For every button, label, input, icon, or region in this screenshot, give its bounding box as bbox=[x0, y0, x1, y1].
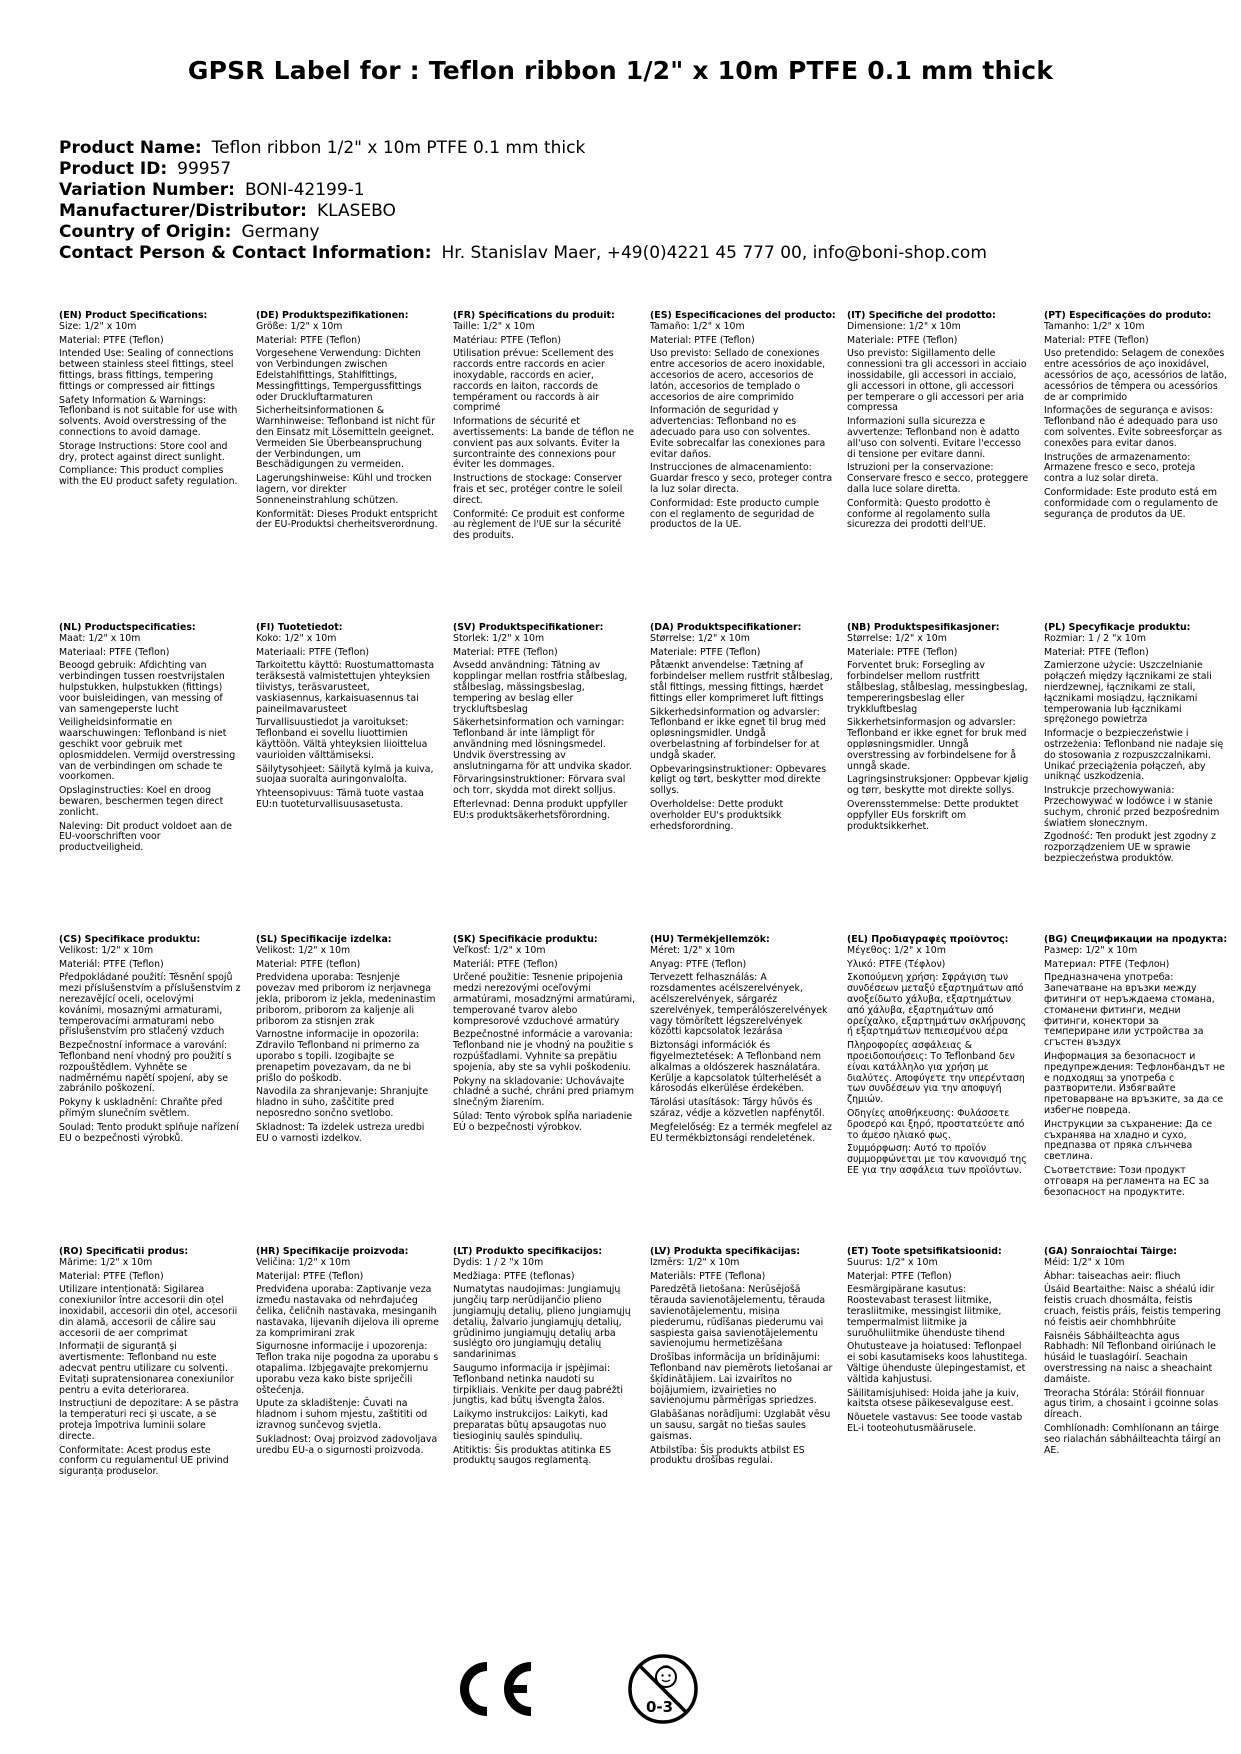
info-row bbox=[59, 222, 1199, 243]
spec-compliance: Συμμόρφωση: Αυτό το προϊόν συμμορφώνεται με τον κανονισμό της ΕΕ για την ασφάλεια των προϊόντων. bbox=[847, 1143, 1027, 1176]
spec-use: Tarkoitettu käyttö: Ruostumattomasta teräksestä valmistettujen yhteyksien tiivistys, teräsvarusteet, vaskiasennus, karkaisuasennus tai paineilmavarusteet bbox=[256, 660, 435, 715]
spec-size: Größe: 1/2" x 10m bbox=[256, 320, 343, 332]
spec-material: Anyag: PTFE (Teflon) bbox=[650, 958, 747, 970]
spec-material: Material: PTFE (Teflon) bbox=[453, 646, 558, 658]
spec-compliance: Overholdelse: Dette produkt overholder EU's produktsikk erhedsforordning. bbox=[650, 798, 784, 832]
spec-storage: Opbevaringsinstruktioner: Opbevares køligt og tørt, beskytter mod direkte sollys. bbox=[650, 763, 827, 797]
spec-storage: Upute za skladištenje: Čuvati na hladnom i suhom mjestu, zaštititi od izravnog sunčevog svjetla. bbox=[256, 1398, 428, 1431]
spec-safety: Informações de segurança e avisos: Teflonband não é adequado para uso com solventes. Evite sobreesforçar as conexões para evitar danos. bbox=[1044, 405, 1222, 449]
info-label: Manufacturer/Distributor: bbox=[59, 201, 307, 221]
info-label: Product ID: bbox=[59, 159, 168, 179]
spec-safety: Veiligheidsinformatie en waarschuwingen: Teflonband is niet geschikt voor gebruik met oplosmiddelen. Vermijd overstressing van de verbindingen om schade te voorkomen. bbox=[59, 717, 236, 783]
language-block bbox=[1044, 623, 1241, 935]
spec-use: Zamierzone użycie: Uszczelnianie połączeń między łącznikami ze stali nierdzewnej, łącznikami ze stali, łącznikami mosiądzu, łącznikami temperowania lub łącznikami sprężonego powietrza bbox=[1044, 660, 1212, 726]
spec-use: Uso pretendido: Selagem de conexões entre acessórios de aço inoxidável, acessórios de aço, acessórios de latão, acessórios de têmpera ou acessórios de ar comprimido bbox=[1044, 348, 1227, 403]
spec-safety: Bezpečnostné informácie a varovania: Teflonband nie je vhodný na použitie s rozpúšťadlami. Vyhnite sa prepätiu spojenia, aby ste sa vyhli poškodeniu. bbox=[453, 1029, 634, 1073]
spec-safety: Biztonsági információk és figyelmeztetések: A Teflonband nem alkalmas a oldószerek használatára. Kerülje a kapcsolatok túlterhelését a károsodás elkerülése érdekében. bbox=[650, 1040, 822, 1095]
spec-size: Μέγεθος: 1/2" x 10m bbox=[847, 944, 946, 956]
product-info bbox=[59, 138, 1199, 264]
spec-use: Uso previsto: Sigillamento delle connessioni tra gli accessori in acciaio inossidabile, gli accessori in acciaio, gli accessori in ottone, gli accessori per temperare o gli accessori per aria compressa bbox=[847, 348, 1027, 414]
spec-size: Tamanho: 1/2" x 10m bbox=[1044, 320, 1145, 332]
spec-size: Velikost: 1/2" x 10m bbox=[59, 944, 154, 956]
spec-storage: Säilitamisjuhised: Hoida jahe ja kuiv, kaitsta otsese päikesevalguse eest. bbox=[847, 1387, 1020, 1410]
language-heading: (IT) Specifiche del prodotto: bbox=[847, 311, 996, 321]
ce-mark-icon bbox=[453, 1658, 535, 1720]
spec-safety: Varnostne informacije in opozorila: Zdravilo Teflonband ni primerno za uporabo s topili. Izogibajte se prenapetim povezavam, da ne bi prišlo do poškodb. bbox=[256, 1029, 420, 1084]
spec-safety: Drošības informācija un brīdinājumi: Teflonband nav piemērots lietošanai ar šķīdinātājiem. Lai izvairītos no bojājumiem, izvairieties no savienojumu pārmērīgas spriedzes. bbox=[650, 1352, 833, 1407]
spec-safety: Faisnéis Sábháilteachta agus Rabhadh: Níl Teflonband oiriúnach le húsáid le tuaslagóirí. Seachain overstressing na naisc a sheachaint damáiste. bbox=[1044, 1330, 1216, 1385]
spec-material: Materiál: PTFE (Teflon) bbox=[453, 958, 558, 970]
spec-use: Utilizare intenționată: Sigilarea conexiunilor între accesorii din oțel inoxidabil, accesorii din oțel, accesorii din alamă, accesorii de călire sau accesorii de aer comprimat bbox=[59, 1284, 238, 1339]
language-block bbox=[650, 1247, 847, 1559]
language-heading: (PL) Specyfikacje produktu: bbox=[1044, 623, 1191, 633]
language-block bbox=[1044, 311, 1241, 623]
language-block bbox=[847, 1247, 1044, 1559]
language-heading: (EN) Product Specifications: bbox=[59, 311, 208, 321]
spec-storage: Säilytysohjeet: Säilytä kylmä ja kuiva, suojaa suoralta auringonvalolta. bbox=[256, 763, 434, 786]
certification-icons bbox=[0, 1658, 1241, 1728]
language-heading: (NL) Productspecificaties: bbox=[59, 623, 196, 633]
spec-material: Materjal: PTFE (Teflon) bbox=[847, 1270, 952, 1282]
spec-size: Dimensione: 1/2" x 10m bbox=[847, 320, 961, 332]
spec-safety: Informații de siguranță și avertismente: Teflonband nu este adecvat pentru utilizare cu solvenți. Evitați supratensionarea conexiunilor pentru a evita deteriorarea. bbox=[59, 1341, 234, 1396]
info-value: 99957 bbox=[177, 159, 232, 179]
language-block bbox=[453, 1247, 650, 1559]
language-block bbox=[453, 623, 650, 935]
spec-size: Veľkosť: 1/2" x 10m bbox=[453, 944, 546, 956]
spec-storage: Treoracha Stórála: Stóráil fionnuar agus tirim, a chosaint i gcoinne solas díreach. bbox=[1044, 1387, 1219, 1421]
spec-compliance: Megfelelőség: Ez a termék megfelel az EU termékbiztonsági rendeletének. bbox=[650, 1121, 832, 1144]
spec-material: Material: PTFE (Teflon) bbox=[59, 1270, 164, 1282]
spec-material: Material: PTFE (Teflon) bbox=[1044, 334, 1149, 346]
spec-size: Размер: 1/2" x 10m bbox=[1044, 944, 1138, 956]
spec-compliance: Conformitate: Acest produs este conform cu regulamentul UE privind siguranța produselor. bbox=[59, 1444, 229, 1478]
language-block bbox=[256, 1247, 453, 1559]
spec-material: Materiál: PTFE (Teflon) bbox=[59, 958, 164, 970]
spec-use: Beoogd gebruik: Afdichting van verbindingen tussen roestvrijstalen hulpstukken, hulpstukken (fittings) voor buisleidingen, van messing of van samengeperste lucht bbox=[59, 660, 225, 715]
spec-size: Dydis: 1 / 2 "x 10m bbox=[453, 1256, 544, 1268]
spec-storage: Opslaginstructies: Koel en droog bewaren, beschermen tegen direct zonlicht. bbox=[59, 785, 224, 818]
info-label: Product Name: bbox=[59, 138, 202, 158]
age-label: 0-3 bbox=[646, 1698, 674, 1716]
language-block bbox=[1044, 935, 1241, 1247]
spec-compliance: Naleving: Dit product voldoet aan de EU-voorschriften voor productveiligheid. bbox=[59, 820, 232, 854]
spec-storage: Navodila za shranjevanje: Shranjujte hladno in suho, zaščitite pred neposredno sončno svetlobo. bbox=[256, 1086, 429, 1119]
language-block bbox=[59, 1247, 256, 1559]
spec-size: Tamaño: 1/2" x 10m bbox=[650, 320, 745, 332]
spec-use: Numatytas naudojimas: Jungiamųjų jungčių tarp nerūdijančio plieno jungiamųjų detalių, plieno jungiamųjų detalių, žalvario jungiamųjų detalių, grūdinimo jungiamųjų detalių arba suslėgto oro jungiamųjų detalių sandarinimas bbox=[453, 1284, 631, 1361]
spec-size: Storlek: 1/2" x 10m bbox=[453, 632, 545, 644]
spec-safety: Πληροφορίες ασφάλειας & προειδοποιήσεις: Το Teflonband δεν είναι κατάλληλο για χρήση με διαλύτες. Αποφύγετε την υπερένταση των συνδέσεων για την αποφυγή ζημιών. bbox=[847, 1040, 1025, 1106]
language-block bbox=[847, 623, 1044, 935]
language-heading: (SK) Špecifikácie produktu: bbox=[453, 935, 598, 945]
spec-material: Material: PTFE (Teflon) bbox=[59, 334, 164, 346]
spec-storage: Οδηγίες αποθήκευσης: Φυλάσσετε δροσερό και ξηρό, προστατεύετε από το άμεσο ηλιακό φως. bbox=[847, 1107, 1025, 1141]
language-heading: (LV) Produkta specifikācijas: bbox=[650, 1247, 800, 1257]
spec-size: Suurus: 1/2" x 10m bbox=[847, 1256, 938, 1268]
language-block bbox=[59, 623, 256, 935]
spec-storage: Förvaringsinstruktioner: Förvara sval och torr, skydda mot direkt solljus. bbox=[453, 774, 626, 797]
spec-material: Material: PTFE (teflon) bbox=[256, 958, 361, 970]
language-heading: (HU) Termékjellemzők: bbox=[650, 935, 770, 945]
spec-compliance: Съответствие: Този продукт отговаря на регламента на ЕС за безопасност на продуктите. bbox=[1044, 1164, 1210, 1198]
spec-compliance: Atitiktis: Šis produktas atitinka ES produktų saugos reglamentą. bbox=[453, 1444, 612, 1467]
spec-safety: Sikkerhetsinformasjon og advarsler: Teflonband er ikke egnet for bruk med oppløsningsmidler. Unngå overstressing av forbindelsene for å unngå skade. bbox=[847, 717, 1027, 772]
spec-compliance: Skladnost: Ta izdelek ustreza uredbi EU o varnosti izdelkov. bbox=[256, 1121, 425, 1144]
spec-compliance: Zgodność: Ten produkt jest zgodny z rozporządzeniem UE w sprawie bezpieczeństwa produktów. bbox=[1044, 831, 1216, 864]
spec-material: Materiaal: PTFE (Teflon) bbox=[59, 646, 170, 658]
spec-size: Maat: 1/2" x 10m bbox=[59, 632, 141, 644]
spec-storage: Glabāšanas norādījumi: Uzglabāt vēsu un sausu, sargāt no tiešas saules gaismas. bbox=[650, 1409, 831, 1442]
spec-use: Předpokládané použití: Těsnění spojů mezi příslušenstvím a příslušenstvím z nerezavějící oceli, ocelovými kováními, mosaznými armaturami, temperovacími armaturami nebo příslušenstvím pro stlačený vzduch bbox=[59, 972, 241, 1038]
spec-safety: Ohutusteave ja hoiatused: Teflonpael ei sobi kasutamiseks koos lahustitega. Vältige ühenduste ülepingestamist, et vältida kahjustusi. bbox=[847, 1341, 1028, 1385]
language-block bbox=[847, 935, 1044, 1247]
spec-size: Mărime: 1/2" x 10m bbox=[59, 1256, 153, 1268]
spec-use: Forventet bruk: Forsegling av forbindelser mellom rustfritt stålbeslag, stålbeslag, messingbeslag, tempereringsbeslag eller trykkluftbeslag bbox=[847, 660, 1028, 715]
spec-compliance: Atbilstība: Šis produkts atbilst ES produktu drošības regulai. bbox=[650, 1444, 805, 1467]
spec-storage: Laikymo instrukcijos: Laikyti, kad preparatas būtų apsaugotas nuo tiesioginių saulės spindulių. bbox=[453, 1409, 608, 1442]
spec-use: Vorgesehene Verwendung: Dichten von Verbindungen zwischen Edelstahlfittings, Stahlfittings, Messingfittings, Tempergussfittings oder Druckluftarmaturen bbox=[256, 348, 422, 403]
spec-storage: Storage Instructions: Store cool and dry, protect against direct sunlight. bbox=[59, 440, 228, 463]
spec-material: Materiāls: PTFE (Teflona) bbox=[650, 1270, 766, 1282]
spec-material: Υλικό: PTFE (Τέφλον) bbox=[847, 958, 946, 970]
spec-safety: Sigurnosne informacije i upozorenja: Teflon traka nije pogodna za uporabu s otapalima. Izbjegavajte prekomjernu uporabu veza kako biste spriječili oštećenja. bbox=[256, 1341, 439, 1396]
spec-storage: Инструкции за съхранение: Да се съхранява на хладно и сухо, предпазва от пряка слънчева светлина. bbox=[1044, 1118, 1213, 1163]
language-heading: (PT) Especificações do produto: bbox=[1044, 311, 1212, 321]
spec-size: Taille: 1/2" x 10m bbox=[453, 320, 535, 332]
language-heading: (RO) Specificatii produs: bbox=[59, 1247, 189, 1257]
spec-material: Material: PTFE (Teflon) bbox=[650, 334, 755, 346]
spec-safety: Turvallisuustiedot ja varoitukset: Teflonband ei sovellu liuottimien käyttöön. Vältä yhteyksien liioittelua vaurioiden välttämiseksi. bbox=[256, 717, 428, 761]
language-heading: (GA) Sonraíochtaí Táirge: bbox=[1044, 1247, 1177, 1257]
spec-material: Materiale: PTFE (Teflon) bbox=[847, 334, 958, 346]
spec-use: Paredzētā lietošana: Nerūsējošā tērauda savienotājelementu, tērauda savienotājelementu, misiņa piederumu, rūdīšanas piederumu vai saspiesta gaisa savienotājelementu savienojumu hermetizēšana bbox=[650, 1284, 826, 1350]
spec-compliance: Compliance: This product complies with the EU product safety regulation. bbox=[59, 465, 238, 488]
spec-safety: Saugumo informacija ir įspėjimai: Teflonband netinka naudoti su tirpikliais. Venkite per daug pabrėžti jungtis, kad būtų išvengta žalos. bbox=[453, 1362, 623, 1407]
info-value: KLASEBO bbox=[316, 201, 396, 221]
info-value: Hr. Stanislav Maer, +49(0)4221 45 777 00, info@boni-shop.com bbox=[441, 243, 987, 263]
spec-compliance: Conformidade: Este produto está em conformidade com o regulamento de segurança de produtos da UE. bbox=[1044, 486, 1219, 520]
language-block bbox=[847, 311, 1044, 623]
spec-compliance: Conformità: Questo prodotto è conforme al regolamento sulla sicurezza dei prodotti dell'UE. bbox=[847, 497, 991, 531]
not-for-children-0-3-icon bbox=[626, 1652, 700, 1726]
spec-safety: Informazioni sulla sicurezza e avvertenze: Teflonband non è adatto all'uso con solventi. Evitare l'eccesso di tensione per evitare danni. bbox=[847, 416, 1022, 460]
language-heading: (ET) Toote spetsifikatsioonid: bbox=[847, 1247, 1002, 1257]
spec-material: Materiale: PTFE (Teflon) bbox=[650, 646, 761, 658]
language-heading: (FR) Spécifications du produit: bbox=[453, 311, 615, 321]
info-row bbox=[59, 180, 1199, 201]
language-block bbox=[453, 311, 650, 623]
info-row bbox=[59, 201, 1199, 222]
info-label: Contact Person & Contact Information: bbox=[59, 243, 432, 263]
spec-compliance: Yhteensopivuus: Tämä tuote vastaa EU:n tuoteturvallisuusasetusta. bbox=[256, 788, 424, 810]
language-block bbox=[59, 935, 256, 1247]
spec-storage: Instrucțiuni de depozitare: A se păstra la temperaturi reci și uscate, a se proteja împotriva luminii solare directe. bbox=[59, 1398, 239, 1442]
spec-size: Veličina: 1/2" x 10m bbox=[256, 1256, 351, 1268]
language-heading: (DA) Produktspecifikationer: bbox=[650, 623, 802, 633]
info-label: Country of Origin: bbox=[59, 222, 232, 242]
spec-safety: Informations de sécurité et avertissements: La bande de téflon ne convient pas aux solvants. Éviter la surcontrainte des connexions pour éviter les dommages. bbox=[453, 416, 634, 471]
spec-compliance: Conformidad: Este producto cumple con el reglamento de seguridad de productos de la UE. bbox=[650, 497, 820, 531]
language-heading: (SL) Specifikacije izdelka: bbox=[256, 935, 392, 945]
language-heading: (NB) Produktspesifikasjoner: bbox=[847, 623, 1000, 633]
language-heading: (HR) Specifikacije proizvoda: bbox=[256, 1247, 409, 1257]
spec-compliance: Soulad: Tento produkt splňuje nařízení EU o bezpečnosti výrobků. bbox=[59, 1121, 239, 1144]
spec-material: Materiaali: PTFE (Teflon) bbox=[256, 646, 370, 658]
language-grid bbox=[59, 311, 1228, 1559]
spec-safety: Säkerhetsinformation och varningar: Teflonband är inte lämpligt för användning med lösningsmedel. Undvik överstressing av anslutningarna för att undvika skador. bbox=[453, 717, 632, 772]
spec-size: Méret: 1/2" x 10m bbox=[650, 944, 736, 956]
language-heading: (BG) Спецификации на продукта: bbox=[1044, 935, 1228, 945]
info-value: Germany bbox=[241, 222, 320, 242]
language-block bbox=[256, 311, 453, 623]
spec-use: Úsáid Beartaithe: Naisc a shéalú idir feistis cruach dhosmálta, feistis cruach, feistis práis, feistis tempering nó feistis aeir chomhbhrúite bbox=[1044, 1284, 1221, 1328]
spec-material: Материал: PTFE (Тефлон) bbox=[1044, 958, 1170, 970]
language-heading: (EL) Προδιαγραφές προϊόντος: bbox=[847, 935, 1009, 945]
language-block bbox=[1044, 1247, 1241, 1559]
language-block bbox=[59, 311, 256, 623]
spec-use: Предназначена употреба: Запечатване на връзки между фитинги от неръждаема стомана, стоманени фитинги, медни фитинги, конектори за темпериране или устройства за сгъстен въздух bbox=[1044, 972, 1215, 1049]
info-value: BONI-42199-1 bbox=[244, 180, 365, 200]
spec-size: Størrelse: 1/2" x 10m bbox=[650, 632, 750, 644]
spec-material: Medžiaga: PTFE (teflonas) bbox=[453, 1270, 575, 1282]
spec-safety: Информация за безопасност и предупреждения: Тефлонбандът не е подходящ за употреба с разтворители. Избягвайте претоварване на връзките, за да се избегне повреда. bbox=[1044, 1050, 1225, 1116]
spec-use: Avsedd användning: Tätning av kopplingar mellan rostfria stålbeslag, stålbeslag, mässingsbeslag, tempering av beslag eller tryckluftsbeslag bbox=[453, 660, 628, 715]
language-heading: (SV) Produktspecifikationer: bbox=[453, 623, 604, 633]
page-title: GPSR Label for : Teflon ribbon 1/2" x 10m PTFE 0.1 mm thick bbox=[187, 56, 1054, 85]
spec-compliance: Nõuetele vastavus: See toode vastab EL-i tooteohutusmäärusele. bbox=[847, 1412, 1023, 1434]
spec-use: Intended Use: Sealing of connections between stainless steel fittings, steel fittings, brass fittings, tempering fittings or compressed air fittings bbox=[59, 348, 234, 392]
spec-size: Koko: 1/2" x 10m bbox=[256, 632, 337, 644]
spec-material: Materiale: PTFE (Teflon) bbox=[847, 646, 958, 658]
spec-safety: Sikkerhedsinformation og advarsler: Teflonband er ikke egnet til brug med opløsningsmidler. Undgå overbelastning af forbindelser for at undgå skader. bbox=[650, 706, 827, 761]
language-heading: (ES) Especificaciones del producto: bbox=[650, 311, 836, 321]
spec-safety: Informacje o bezpieczeństwie i ostrzeżenia: Teflonband nie nadaje się do stosowania z rozpuszczalnikami. Unikać przeciążenia połączeń, aby uniknąć uszkodzenia. bbox=[1044, 728, 1224, 783]
spec-safety: Información de seguridad y advertencias: Teflonband no es adecuado para uso con solventes. Evite sobrecalfar las conexiones para evitar daños. bbox=[650, 405, 826, 460]
spec-use: Σκοπούμενη χρήση: Σφράγιση των συνδέσεων μεταξύ εξαρτημάτων από ανοξείδωτο χάλυβα, εξαρτημάτων από χάλυβα, εξαρτημάτων από ορείχαλκο, εξαρτημάτων σκλήρυνσης ή εξαρτημάτων πεπιεσμένου αέρα bbox=[847, 972, 1027, 1038]
language-block bbox=[650, 311, 847, 623]
spec-use: Uso previsto: Sellado de conexiones entre accesorios de acero inoxidable, accesorios de acero, accesorios de latón, accesorios de templado o accesorios de aire comprimido bbox=[650, 348, 826, 403]
spec-storage: Instructions de stockage: Conserver frais et sec, protéger contre le soleil direct. bbox=[453, 473, 623, 506]
spec-material: Ábhar: taiseachas aeir: fliuch bbox=[1044, 1270, 1181, 1282]
spec-compliance: Konformität: Dieses Produkt entspricht der EU-Produktsi cherheitsverordnung. bbox=[256, 508, 438, 531]
spec-safety: Sicherheitsinformationen & Warnhinweise: Teflonband ist nicht für den Einsatz mit Lösemitteln geeignet. Vermeiden Sie Überbeanspruchung der Verbindungen, um Beschädigungen zu vermeiden. bbox=[256, 405, 435, 471]
spec-storage: Pokyny na skladovanie: Uchovávajte chladné a suché, chráni pred priamym slnečným žiarením. bbox=[453, 1075, 634, 1109]
spec-compliance: Overensstemmelse: Dette produktet oppfyller EUs forskrift om produktsikkerhet. bbox=[847, 798, 1019, 832]
info-row bbox=[59, 243, 1199, 264]
language-block bbox=[650, 623, 847, 935]
language-heading: (DE) Produktspezifikationen: bbox=[256, 311, 409, 321]
spec-storage: Istruzioni per la conservazione: Conservare fresco e secco, proteggere dalla luce solare diretta. bbox=[847, 462, 1029, 495]
spec-use: Påtænkt anvendelse: Tætning af forbindelser mellem rustfrit stålbeslag, stål fittings, messing fittings, hærdet fittings eller komprimeret luft fittings bbox=[650, 660, 833, 704]
spec-material: Matériau: PTFE (Teflon) bbox=[453, 334, 562, 346]
spec-use: Určené použitie: Tesnenie pripojenia medzi nerezovými oceľovými armatúrami, mosadznými armatúrami, temperované tvarov alebo kompresorové vzduchové armatúry bbox=[453, 972, 636, 1027]
spec-size: Rozmiar: 1 / 2 "x 10m bbox=[1044, 632, 1146, 644]
spec-compliance: Súlad: Tento výrobok spĺňa nariadenie EÚ o bezpečnosti výrobkov. bbox=[453, 1110, 633, 1133]
spec-storage: Lagerungshinweise: Kühl und trocken lagern, vor direkter Sonneneinstrahlung schützen. bbox=[256, 473, 432, 506]
spec-size: Méid: 1/2" x 10m bbox=[1044, 1256, 1125, 1268]
language-heading: (CS) Specifikace produktu: bbox=[59, 935, 201, 945]
spec-size: Izmērs: 1/2" x 10m bbox=[650, 1256, 740, 1268]
spec-safety: Safety Information & Warnings: Teflonband is not suitable for use with solvents. Avoid overstressing of the connections to avoid damage. bbox=[59, 394, 238, 438]
spec-size: Size: 1/2" x 10m bbox=[59, 320, 137, 332]
spec-storage: Pokyny k uskladnění: Chraňte před přímým slunečním světlem. bbox=[59, 1097, 223, 1119]
spec-compliance: Efterlevnad: Denna produkt uppfyller EU:s produktsäkerhetsförordning. bbox=[453, 798, 628, 821]
spec-use: Predviđena uporaba: Zaptivanje veza između nastavaka od nehrđajućeg čelika, čeličnih nastavaka, mesinganih nastavaka, lijevanih dijelova ili opreme za komprimirani zrak bbox=[256, 1284, 439, 1339]
spec-size: Velikost: 1/2" x 10m bbox=[256, 944, 351, 956]
info-row bbox=[59, 159, 1199, 180]
spec-use: Tervezett felhasználás: A rozsdamentes acélszerelvények, acélszerelvények, sárgaréz szerelvények, temperálószerelvények vagy tömörített légszerelvények közötti kapcsolatok lezárása bbox=[650, 972, 828, 1038]
spec-material: Material: PTFE (Teflon) bbox=[256, 334, 361, 346]
spec-use: Predvidena uporaba: Tesnjenje povezav med priborom iz nerjavnega jekla, priborom iz jekla, medeninastim priborom, priborom za kaljenje ali priborom za stisnjen zrak bbox=[256, 972, 436, 1027]
language-block bbox=[256, 935, 453, 1247]
info-row bbox=[59, 138, 1199, 159]
spec-storage: Instrucciones de almacenamiento: Guardar fresco y seco, proteger contra la luz solar directa. bbox=[650, 462, 833, 495]
spec-use: Utilisation prévue: Scellement des raccords entre raccords en acier inoxydable, raccords en acier, raccords en laiton, raccords de tempérament ou raccords à air comprimé bbox=[453, 348, 614, 414]
spec-material: Materiał: PTFE (Teflon) bbox=[1044, 646, 1149, 658]
spec-storage: Tárolási utasítások: Tárgy hűvös és száraz, védje a közvetlen napfénytől. bbox=[650, 1097, 825, 1119]
spec-compliance: Conformité: Ce produit est conforme au règlement de l'UE sur la sécurité des produits. bbox=[453, 508, 625, 542]
spec-safety: Bezpečnostní informace a varování: Teflonband není vhodný pro použití s rozpouštědlem. Vyhněte se nadměrnému napětí spojení, aby se zabránilo poškození. bbox=[59, 1040, 232, 1095]
language-block bbox=[650, 935, 847, 1247]
language-heading: (LT) Produkto specifikacijos: bbox=[453, 1247, 603, 1257]
info-value: Teflon ribbon 1/2" x 10m PTFE 0.1 mm thick bbox=[211, 138, 586, 158]
info-label: Variation Number: bbox=[59, 180, 235, 200]
spec-compliance: Sukladnost: Ovaj proizvod zadovoljava uredbu EU-a o sigurnosti proizvoda. bbox=[256, 1433, 438, 1456]
spec-material: Materijal: PTFE (Teflon) bbox=[256, 1270, 364, 1282]
spec-storage: Lagringsinstruksjoner: Oppbevar kjølig og tørr, beskytte mot direkte sollys. bbox=[847, 774, 1029, 797]
spec-storage: Instruções de armazenamento: Armazene fresco e seco, proteja contra a luz solar direta. bbox=[1044, 451, 1196, 485]
language-block bbox=[256, 623, 453, 935]
language-heading: (FI) Tuotetiedot: bbox=[256, 623, 343, 633]
spec-storage: Instrukcje przechowywania: Przechowywać w lodówce i w stanie suchym, chronić przed bezpośrednim światłem słonecznym. bbox=[1044, 785, 1220, 829]
language-block bbox=[453, 935, 650, 1247]
spec-compliance: Comhlíonadh: Comhlíonann an táirge seo rialachán sábháilteachta táirgí an AE. bbox=[1044, 1422, 1221, 1456]
spec-size: Størrelse: 1/2" x 10m bbox=[847, 632, 947, 644]
spec-use: Eesmärgipärane kasutus: Roostevabast terasest liitmike, terasliitmike, messingist liitmike, tempermalmist liitmike ja suruõhuliitmike ühenduste tihend bbox=[847, 1284, 1005, 1339]
